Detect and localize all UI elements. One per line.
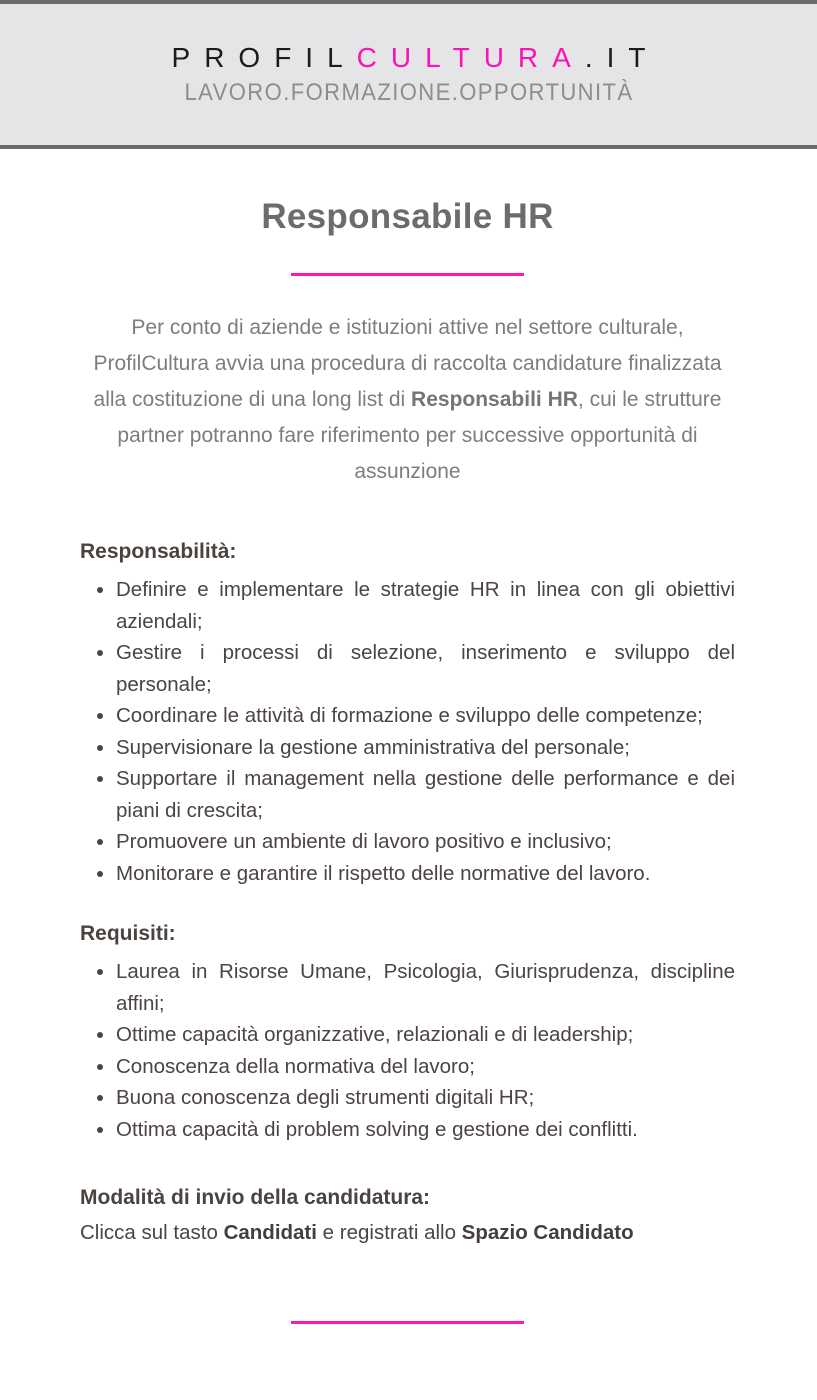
list-item: • Monitorare e garantire il rispetto delle normative del lavoro. [116, 858, 735, 890]
intro-text-after: , cui le strutture partner potranno fare riferimento per successive opportunità di assunzione [117, 388, 722, 483]
brand-tagline: LAVORO.FORMAZIONE.OPPORTUNITÀ [184, 79, 633, 106]
list-item: • Promuovere un ambiente di lavoro positivo e inclusivo; [116, 826, 735, 858]
logo-text-cultura: CULTURA [356, 42, 585, 73]
footer-divider [291, 1321, 524, 1324]
apply-text-2: e registrati allo [316, 1221, 462, 1244]
section-responsibilities [80, 536, 735, 889]
list-item: • Coordinare le attività di formazione e sviluppo delle competenze; [116, 700, 735, 732]
application-heading: Modalità di invio della candidatura: [80, 1186, 431, 1209]
intro-text-before: Per conto di aziende e istituzioni attive nel settore culturale, ProfilCultura avvia una procedura di raccolta candidature finalizzata alla costituzione di una long list di [93, 316, 722, 411]
list-item: • Buona conoscenza degli strumenti digitali HR; [116, 1082, 735, 1114]
list-item: • Definire e implementare le strategie HR in linea con gli obiettivi aziendali; [116, 574, 735, 637]
brand-logo[interactable] [158, 42, 660, 74]
apply-bold-candidati: Candidati [223, 1221, 317, 1244]
list-item: • Gestire i processi di selezione, inserimento e sviluppo del personale; [116, 637, 735, 700]
list-item: • Ottime capacità organizzative, relazionali e di leadership; [116, 1019, 735, 1051]
job-posting [0, 197, 817, 1324]
page-title: Responsabile HR [261, 197, 554, 236]
title-divider [291, 273, 524, 276]
section-application [80, 1182, 735, 1249]
logo-text-it: .IT [584, 42, 660, 73]
requirements-heading: Requisiti: [80, 922, 176, 945]
job-intro [88, 310, 728, 490]
site-header [0, 0, 817, 149]
list-item: • Supportare il management nella gestione delle performance e dei piani di crescita; [116, 763, 735, 826]
responsibilities-heading: Responsabilità: [80, 540, 237, 563]
requirements-list [80, 956, 735, 1145]
apply-text-1: Clicca sul tasto [80, 1221, 224, 1244]
intro-bold-role: Responsabili HR [411, 388, 578, 411]
list-item: • Supervisionare la gestione amministrativa del personale; [116, 732, 735, 764]
list-item: • Laurea in Risorse Umane, Psicologia, Giurisprudenza, discipline affini; [116, 956, 735, 1019]
list-item: • Ottima capacità di problem solving e gestione dei conflitti. [116, 1114, 735, 1146]
logo-text-profil: PROFIL [171, 42, 357, 73]
list-item: • Conoscenza della normativa del lavoro; [116, 1051, 735, 1083]
apply-bold-spazio-candidato: Spazio Candidato [461, 1221, 634, 1244]
application-instructions [80, 1216, 735, 1249]
section-requirements [80, 918, 735, 1145]
responsibilities-list [80, 574, 735, 889]
